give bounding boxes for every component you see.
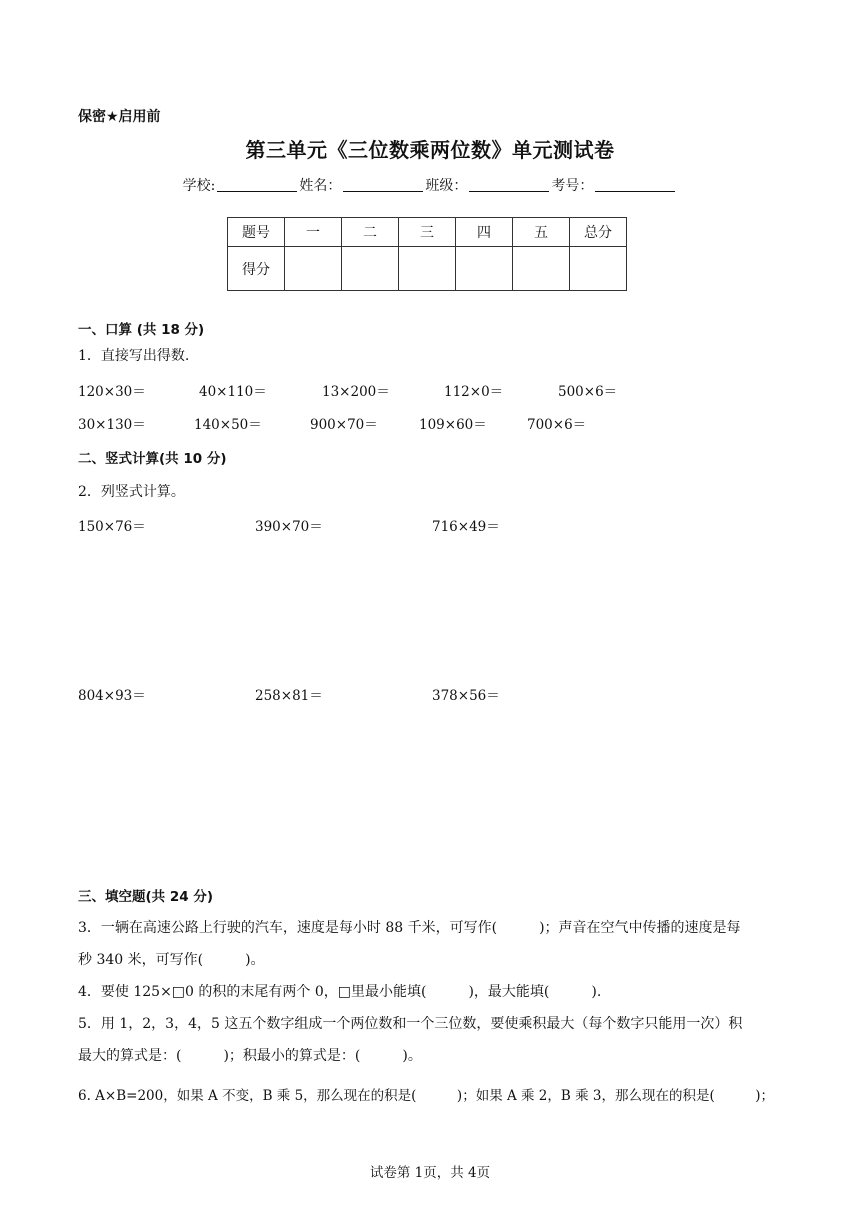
score-header-cell: 一 xyxy=(285,218,342,247)
score-row-label: 得分 xyxy=(228,247,285,291)
score-cell xyxy=(399,247,456,291)
section-2-heading: 二、竖式计算(共 10 分) xyxy=(78,451,227,467)
question-6-line: 6. A×B=200，如果 A 不变，B 乘 5，那么现在的积是( )；如果 A 乘 2，B 乘 3，那么现在的积是( )； xyxy=(78,1088,775,1104)
section-1-heading: 一、口算 (共 18 分) xyxy=(78,322,205,338)
class-label: 班级： xyxy=(425,178,468,194)
exam-title: 第三单元《三位数乘两位数》单元测试卷 xyxy=(245,138,615,162)
question-6 xyxy=(78,1080,784,1112)
score-header-cell: 五 xyxy=(513,218,570,247)
name-blank[interactable] xyxy=(343,179,423,192)
vertical-calc-item: 804×93＝ xyxy=(78,688,146,704)
exam-number-blank[interactable] xyxy=(595,179,675,192)
score-table-score-row xyxy=(228,247,627,291)
question-3-line: 秒 340 米，可写作( )。 xyxy=(78,952,265,968)
vertical-calc-item: 150×76＝ xyxy=(78,519,146,535)
school-label: 学校: xyxy=(182,178,216,194)
question-5-line: 5．用 1，2，3，4，5 这五个数字组成一个两位数和一个三位数，要使乘积最大（每个数字只能用一次）积 xyxy=(78,1016,743,1032)
question-4-line: 4．要使 125×□0 的积的末尾有两个 0，□里最小能填( )，最大能填( ). xyxy=(78,984,602,1000)
score-header-cell: 四 xyxy=(456,218,513,247)
oral-calc-item: 30×130＝ xyxy=(78,417,146,433)
score-table-header-row xyxy=(228,218,627,247)
section-3-heading: 三、填空题(共 24 分) xyxy=(78,889,214,905)
vertical-calc-item: 716×49＝ xyxy=(432,519,500,535)
vertical-calc-item: 378×56＝ xyxy=(432,688,500,704)
page-footer: 试卷第 1页，共 4页 xyxy=(369,1165,491,1181)
question-1-prompt: 1．直接写出得数. xyxy=(78,348,190,364)
oral-calc-item: 120×30＝ xyxy=(78,384,146,400)
oral-calc-item: 900×70＝ xyxy=(310,417,378,433)
question-5 xyxy=(78,1008,784,1072)
score-header-cell: 题号 xyxy=(228,218,285,247)
oral-calc-item: 500×6＝ xyxy=(558,384,618,400)
school-blank[interactable] xyxy=(217,179,297,192)
score-header-cell: 总分 xyxy=(570,218,627,247)
student-info-line xyxy=(0,175,860,195)
score-cell xyxy=(285,247,342,291)
class-blank[interactable] xyxy=(469,179,549,192)
oral-calc-item: 700×6＝ xyxy=(527,417,587,433)
score-cell xyxy=(570,247,627,291)
oral-calc-item: 112×0＝ xyxy=(444,384,504,400)
oral-calc-item: 140×50＝ xyxy=(194,417,262,433)
question-3 xyxy=(78,912,784,976)
question-3-line: 3．一辆在高速公路上行驶的汽车，速度是每小时 88 千米，可写作( )；声音在空气中传播的速度是每 xyxy=(78,920,741,936)
score-cell xyxy=(342,247,399,291)
score-table xyxy=(227,217,627,291)
vertical-calc-item: 390×70＝ xyxy=(255,519,323,535)
question-5-line: 最大的算式是：( )；积最小的算式是：( )。 xyxy=(78,1048,422,1064)
confidential-label: 保密★启用前 xyxy=(78,109,161,125)
vertical-calc-item: 258×81＝ xyxy=(255,688,323,704)
question-2-prompt: 2．列竖式计算。 xyxy=(78,484,185,500)
oral-calc-item: 13×200＝ xyxy=(322,384,390,400)
name-label: 姓名： xyxy=(299,178,342,194)
score-cell xyxy=(456,247,513,291)
exam-number-label: 考号： xyxy=(551,178,594,194)
score-cell xyxy=(513,247,570,291)
score-header-cell: 三 xyxy=(399,218,456,247)
score-header-cell: 二 xyxy=(342,218,399,247)
question-4 xyxy=(78,976,784,1008)
oral-calc-item: 109×60＝ xyxy=(419,417,487,433)
oral-calc-item: 40×110＝ xyxy=(199,384,267,400)
